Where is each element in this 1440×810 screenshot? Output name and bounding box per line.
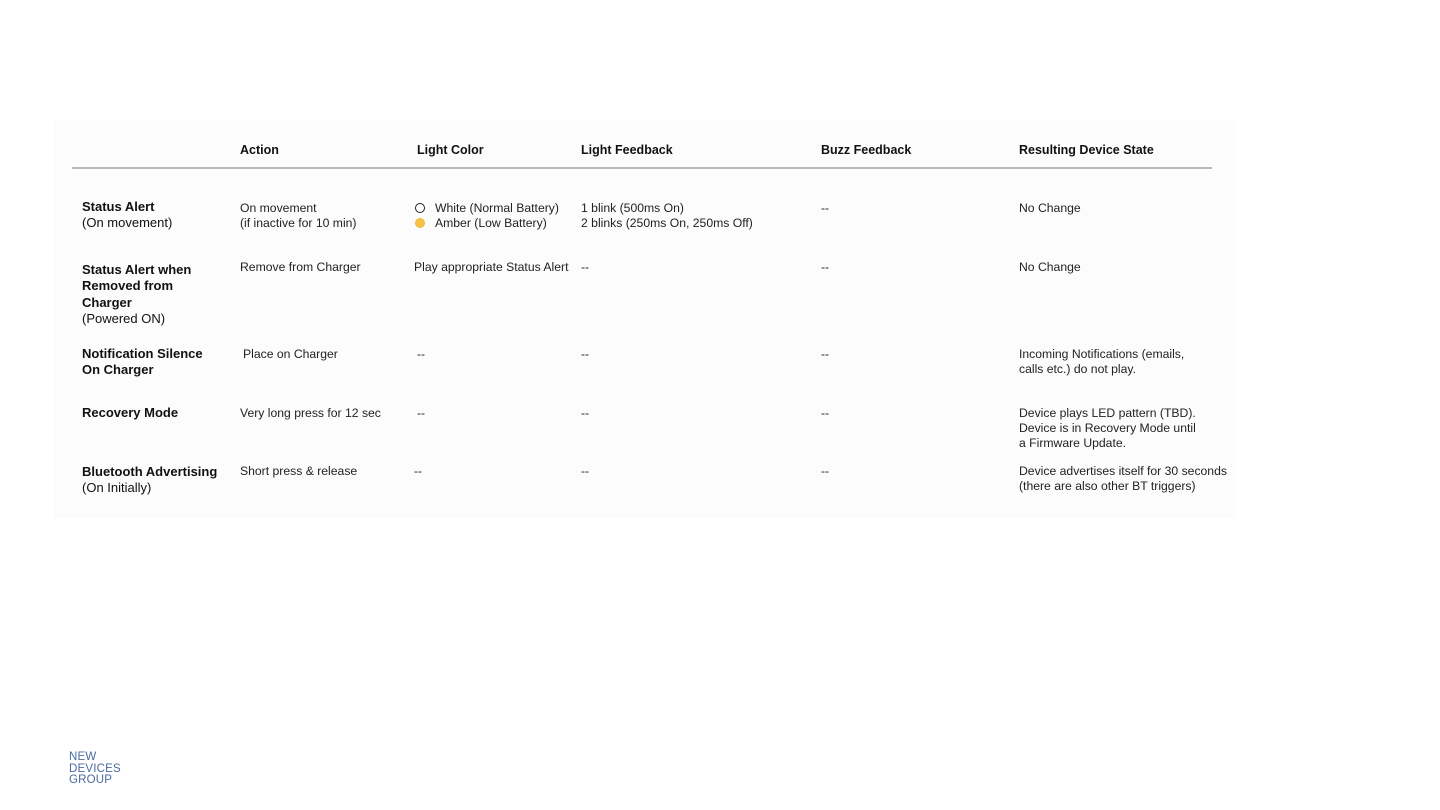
action-line: Remove from Charger (240, 260, 361, 274)
light-color-label: White (Normal Battery) (435, 201, 559, 215)
row-status-alert-action (240, 201, 357, 231)
action-line: Short press & release (240, 464, 358, 478)
row-bluetooth-light-feedback (581, 464, 589, 479)
row-status-alert-feature (82, 199, 172, 232)
state-line: No Change (1019, 260, 1081, 274)
row-bluetooth-buzz: -- (821, 464, 830, 478)
light-feedback-line: -- (581, 347, 590, 361)
feature-title: Status Alert (82, 199, 155, 214)
state-line: a Firmware Update. (1019, 435, 1127, 450)
feature-title: Bluetooth Advertising (82, 464, 218, 479)
feature-title: Status Alert when (82, 262, 192, 277)
row-removed-charger-action (240, 260, 361, 275)
feature-title: Charger (82, 294, 132, 310)
row-notification-silence-feature (82, 346, 203, 379)
row-removed-charger-light-feedback (581, 260, 589, 275)
row-recovery-mode-buzz: -- (821, 406, 830, 420)
row-bluetooth-light-color: -- (414, 464, 423, 478)
light-feedback-line: -- (581, 464, 590, 478)
state-line: Device plays LED pattern (TBD). (1019, 406, 1196, 420)
logo-line: GROUP (69, 774, 113, 786)
row-bluetooth-feature (82, 464, 217, 497)
header-resulting-state: Resulting Device State (1019, 143, 1154, 157)
header-buzz-feedback: Buzz Feedback (821, 143, 912, 157)
row-notification-silence-buzz: -- (821, 347, 830, 361)
state-line: Incoming Notifications (emails, (1019, 347, 1185, 361)
light-feedback-line: -- (581, 260, 590, 274)
feature-title: Removed from (82, 278, 174, 294)
new-devices-group-logo (69, 752, 121, 787)
row-recovery-mode-light-feedback (581, 406, 589, 421)
white-circle-icon (415, 203, 425, 213)
light-color-white (415, 201, 559, 216)
state-line: Device advertises itself for 30 seconds (1019, 464, 1227, 478)
action-line: (if inactive for 10 min) (240, 215, 357, 230)
table-panel (54, 120, 1236, 518)
row-recovery-mode-action (240, 406, 381, 421)
feature-subtitle: (Powered ON) (82, 310, 166, 326)
light-feedback-line: 2 blinks (250ms On, 250ms Off) (581, 215, 753, 230)
row-status-alert-buzz: -- (821, 201, 830, 215)
row-recovery-mode-light-color: -- (417, 406, 426, 420)
row-notification-silence-light-feedback (581, 347, 589, 362)
row-removed-charger-light-color: Play appropriate Status Alert (414, 260, 569, 274)
row-notification-silence-action (243, 347, 338, 362)
feature-title: Notification Silence (82, 346, 203, 361)
header-action: Action (240, 143, 279, 157)
row-removed-charger-buzz: -- (821, 260, 830, 274)
light-color-amber (415, 216, 559, 231)
feature-title: On Charger (82, 362, 154, 378)
action-line: On movement (240, 201, 317, 215)
row-notification-silence-light-color: -- (417, 347, 426, 361)
logo-line: NEW (69, 751, 97, 763)
header-light-color: Light Color (417, 143, 484, 157)
state-line: calls etc.) do not play. (1019, 361, 1136, 376)
feature-title: Recovery Mode (82, 405, 179, 420)
state-line: Device is in Recovery Mode until (1019, 420, 1196, 435)
action-line: Very long press for 12 sec (240, 406, 381, 420)
row-bluetooth-state (1019, 464, 1227, 494)
row-recovery-mode-feature (82, 405, 178, 421)
feature-subtitle: (On Initially) (82, 480, 152, 496)
row-bluetooth-action (240, 464, 357, 479)
light-feedback-line: -- (581, 406, 590, 420)
state-line: (there are also other BT triggers) (1019, 478, 1196, 493)
row-status-alert-state (1019, 201, 1081, 216)
action-line: Place on Charger (243, 347, 338, 361)
row-notification-silence-state (1019, 347, 1184, 377)
header-divider (72, 167, 1212, 169)
row-status-alert-light-feedback (581, 201, 753, 231)
light-feedback-line: 1 blink (500ms On) (581, 201, 684, 215)
light-color-label: Amber (Low Battery) (435, 215, 547, 230)
logo-line: DEVICES (69, 762, 121, 775)
amber-circle-icon (415, 218, 425, 228)
row-recovery-mode-state (1019, 406, 1196, 450)
row-status-alert-light-color (415, 201, 559, 231)
state-line: No Change (1019, 201, 1081, 215)
row-removed-charger-feature (82, 262, 191, 327)
header-light-feedback: Light Feedback (581, 143, 673, 157)
feature-subtitle: (On movement) (82, 215, 173, 231)
row-removed-charger-state (1019, 260, 1081, 275)
